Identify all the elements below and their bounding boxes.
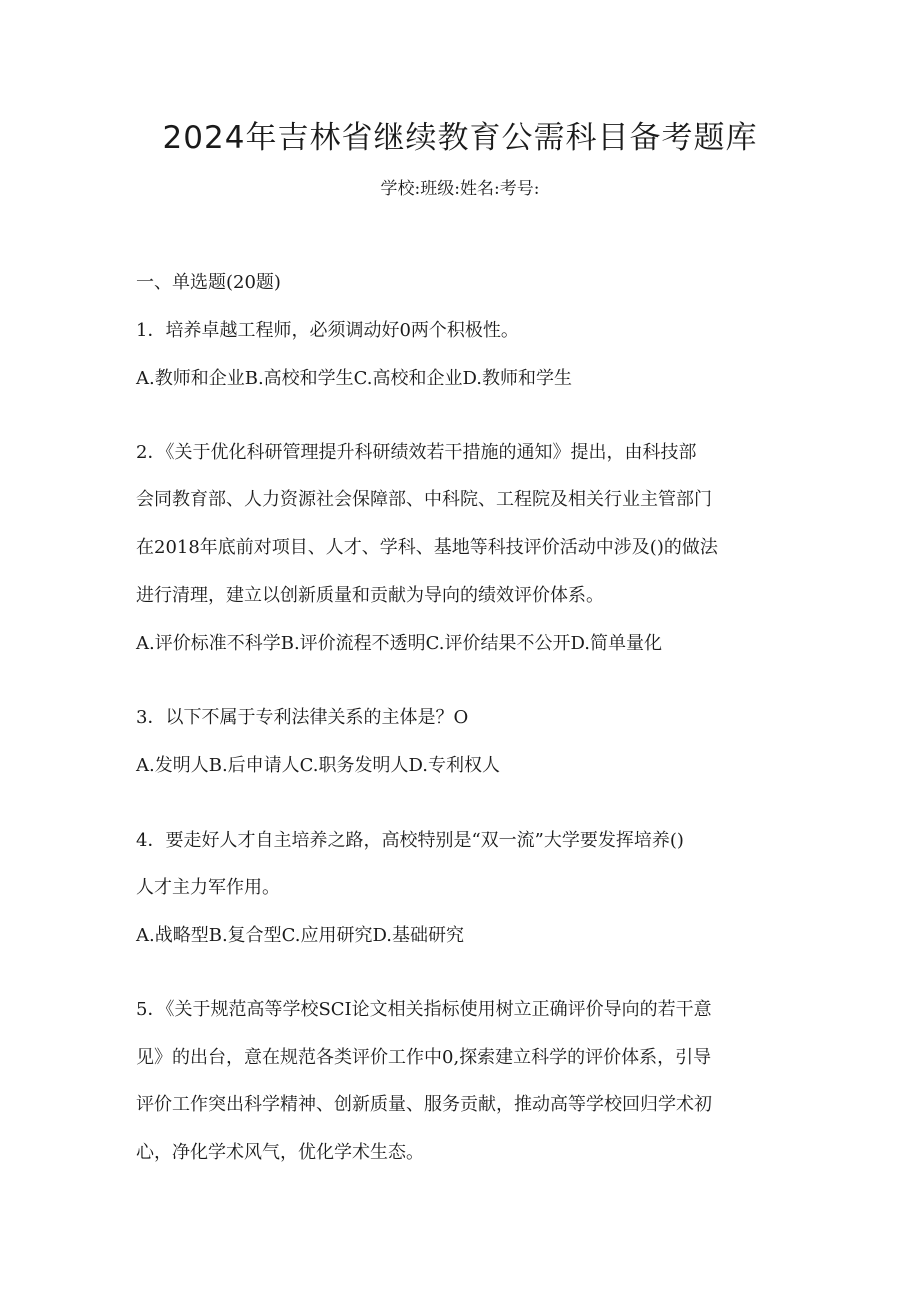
question-4-line-2: 人才主力军作用。 [136,877,280,898]
question-5-line-3: 评价工作突出科学精神、创新质量、服务贡献，推动高等学校回归学术初 [136,1094,712,1115]
question-2-options: A.评价标准不科学B.评价流程不透明C.评价结果不公开D.简单量化 [136,633,663,654]
question-2-line-3: 在2018年底前对项目、人才、学科、基地等科技评价活动中涉及()的做法 [136,537,718,558]
question-2-line-2: 会同教育部、人力资源社会保障部、中科院、工程院及相关行业主管部门 [136,489,712,510]
student-info-line: 学校:班级:姓名:考号: [380,179,540,199]
question-4-line-1: 4．要走好人才自主培养之路，高校特别是“双一流”大学要发挥培养() [136,830,684,851]
question-5-line-1: 5．《关于规范高等学校SCI论文相关指标使用树立正确评价导向的若干意 [136,999,712,1020]
question-1-line-1: 1．培养卓越工程师，必须调动好0两个积极性。 [136,320,519,341]
question-3-line-1: 3．以下不属于专利法律关系的主体是？O [136,707,469,728]
question-3-options: A.发明人B.后申请人C.职务发明人D.专利权人 [136,755,501,776]
section-heading: 一、单选题(20题) [136,272,281,293]
question-1-options: A.教师和企业B.高校和学生C.高校和企业D.教师和学生 [136,368,573,389]
document-title: 2024年吉林省继续教育公需科目备考题库 [162,120,758,156]
question-2-line-1: 2．《关于优化科研管理提升科研绩效若干措施的通知》提出，由科技部 [136,442,697,463]
question-4-options: A.战略型B.复合型C.应用研究D.基础研究 [136,925,465,946]
question-5-line-4: 心，净化学术风气，优化学术生态。 [136,1142,424,1163]
question-5-line-2: 见》的出台，意在规范各类评价工作中0,探索建立科学的评价体系，引导 [136,1047,712,1068]
question-2-line-4: 进行清理，建立以创新质量和贡献为导向的绩效评价体系。 [136,585,604,606]
